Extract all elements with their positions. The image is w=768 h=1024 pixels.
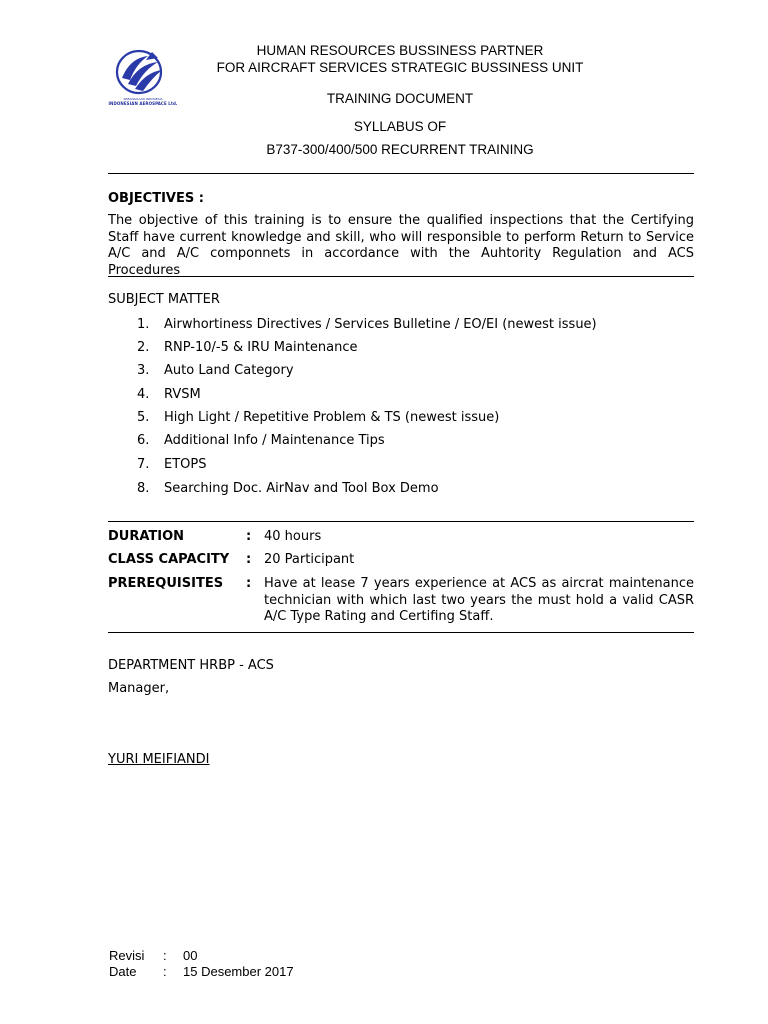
- list-number: 8.: [137, 481, 150, 496]
- capacity-value: 20 Participant: [264, 552, 355, 567]
- course-title: B737-300/400/500 RECURRENT TRAINING: [266, 142, 534, 157]
- subject-matter-heading: SUBJECT MATTER: [108, 292, 220, 307]
- signatory-name: YURI MEIFIANDI: [108, 752, 210, 767]
- list-number: 4.: [137, 387, 150, 402]
- list-number: 6.: [137, 433, 150, 448]
- revisi-label: Revisi: [109, 948, 145, 963]
- duration-value: 40 hours: [264, 529, 322, 544]
- list-number: 7.: [137, 457, 150, 472]
- list-text: RVSM: [164, 387, 201, 402]
- list-item: [137, 481, 439, 496]
- revisi-value: 00: [183, 948, 198, 963]
- list-number: 1.: [137, 317, 150, 332]
- capacity-label: CLASS CAPACITY: [108, 552, 230, 567]
- list-item: [137, 457, 206, 472]
- colon: :: [246, 576, 252, 591]
- document-type: TRAINING DOCUMENT: [326, 91, 474, 106]
- divider: [108, 276, 694, 277]
- list-number: 2.: [137, 340, 150, 355]
- objectives-text: The objective of this training is to ensure the qualified inspections that the Certifying Staff have current knowledge and skill, who will responsible to perform Return to Service A/C and A/C componnets in accordance with the Auhtority Regulation and ACS Procedures: [108, 213, 694, 278]
- list-item: [137, 433, 385, 448]
- colon: :: [246, 529, 252, 544]
- logo-caption-small: KEBANGGAAN INDONESIA: [123, 97, 163, 101]
- list-text: Auto Land Category: [164, 363, 294, 378]
- list-number: 5.: [137, 410, 150, 425]
- list-text: ETOPS: [164, 457, 207, 472]
- list-item: [137, 340, 358, 355]
- date-value: 15 Desember 2017: [183, 964, 294, 979]
- syllabus-of: SYLLABUS OF: [353, 119, 447, 134]
- duration-label: DURATION: [108, 529, 185, 544]
- list-item: [137, 387, 201, 402]
- header-line-2: FOR AIRCRAFT SERVICES STRATEGIC BUSSINESS UNIT: [216, 60, 584, 75]
- logo-caption: INDONESIAN AEROSPACE Ltd.: [108, 101, 178, 106]
- divider: [108, 173, 694, 174]
- list-text: High Light / Repetitive Problem & TS (newest issue): [164, 410, 500, 425]
- divider: [108, 632, 694, 633]
- prerequisites-label: PREREQUISITES: [108, 576, 224, 591]
- date-label: Date: [109, 964, 137, 979]
- signatory-title: Manager,: [108, 681, 170, 696]
- list-item: [137, 363, 294, 378]
- list-text: RNP-10/-5 & IRU Maintenance: [164, 340, 358, 355]
- list-item: [137, 317, 597, 332]
- divider: [108, 521, 694, 522]
- colon: :: [246, 552, 252, 567]
- department: DEPARTMENT HRBP - ACS: [108, 658, 274, 673]
- colon: :: [163, 964, 167, 979]
- list-item: [137, 410, 499, 425]
- objectives-heading: OBJECTIVES :: [108, 191, 204, 206]
- list-text: Searching Doc. AirNav and Tool Box Demo: [164, 481, 439, 496]
- list-text: Airwhortiness Directives / Services Bulletine / EO/EI (newest issue): [164, 317, 597, 332]
- colon: :: [163, 948, 167, 963]
- list-number: 3.: [137, 363, 150, 378]
- list-text: Additional Info / Maintenance Tips: [164, 433, 385, 448]
- header-line-1: HUMAN RESOURCES BUSSINESS PARTNER: [256, 43, 544, 58]
- prerequisites-value: Have at lease 7 years experience at ACS as aircrat maintenance technician with which last two years the must hold a valid CASR A/C Type Rating and Certifing Staff.: [264, 576, 694, 624]
